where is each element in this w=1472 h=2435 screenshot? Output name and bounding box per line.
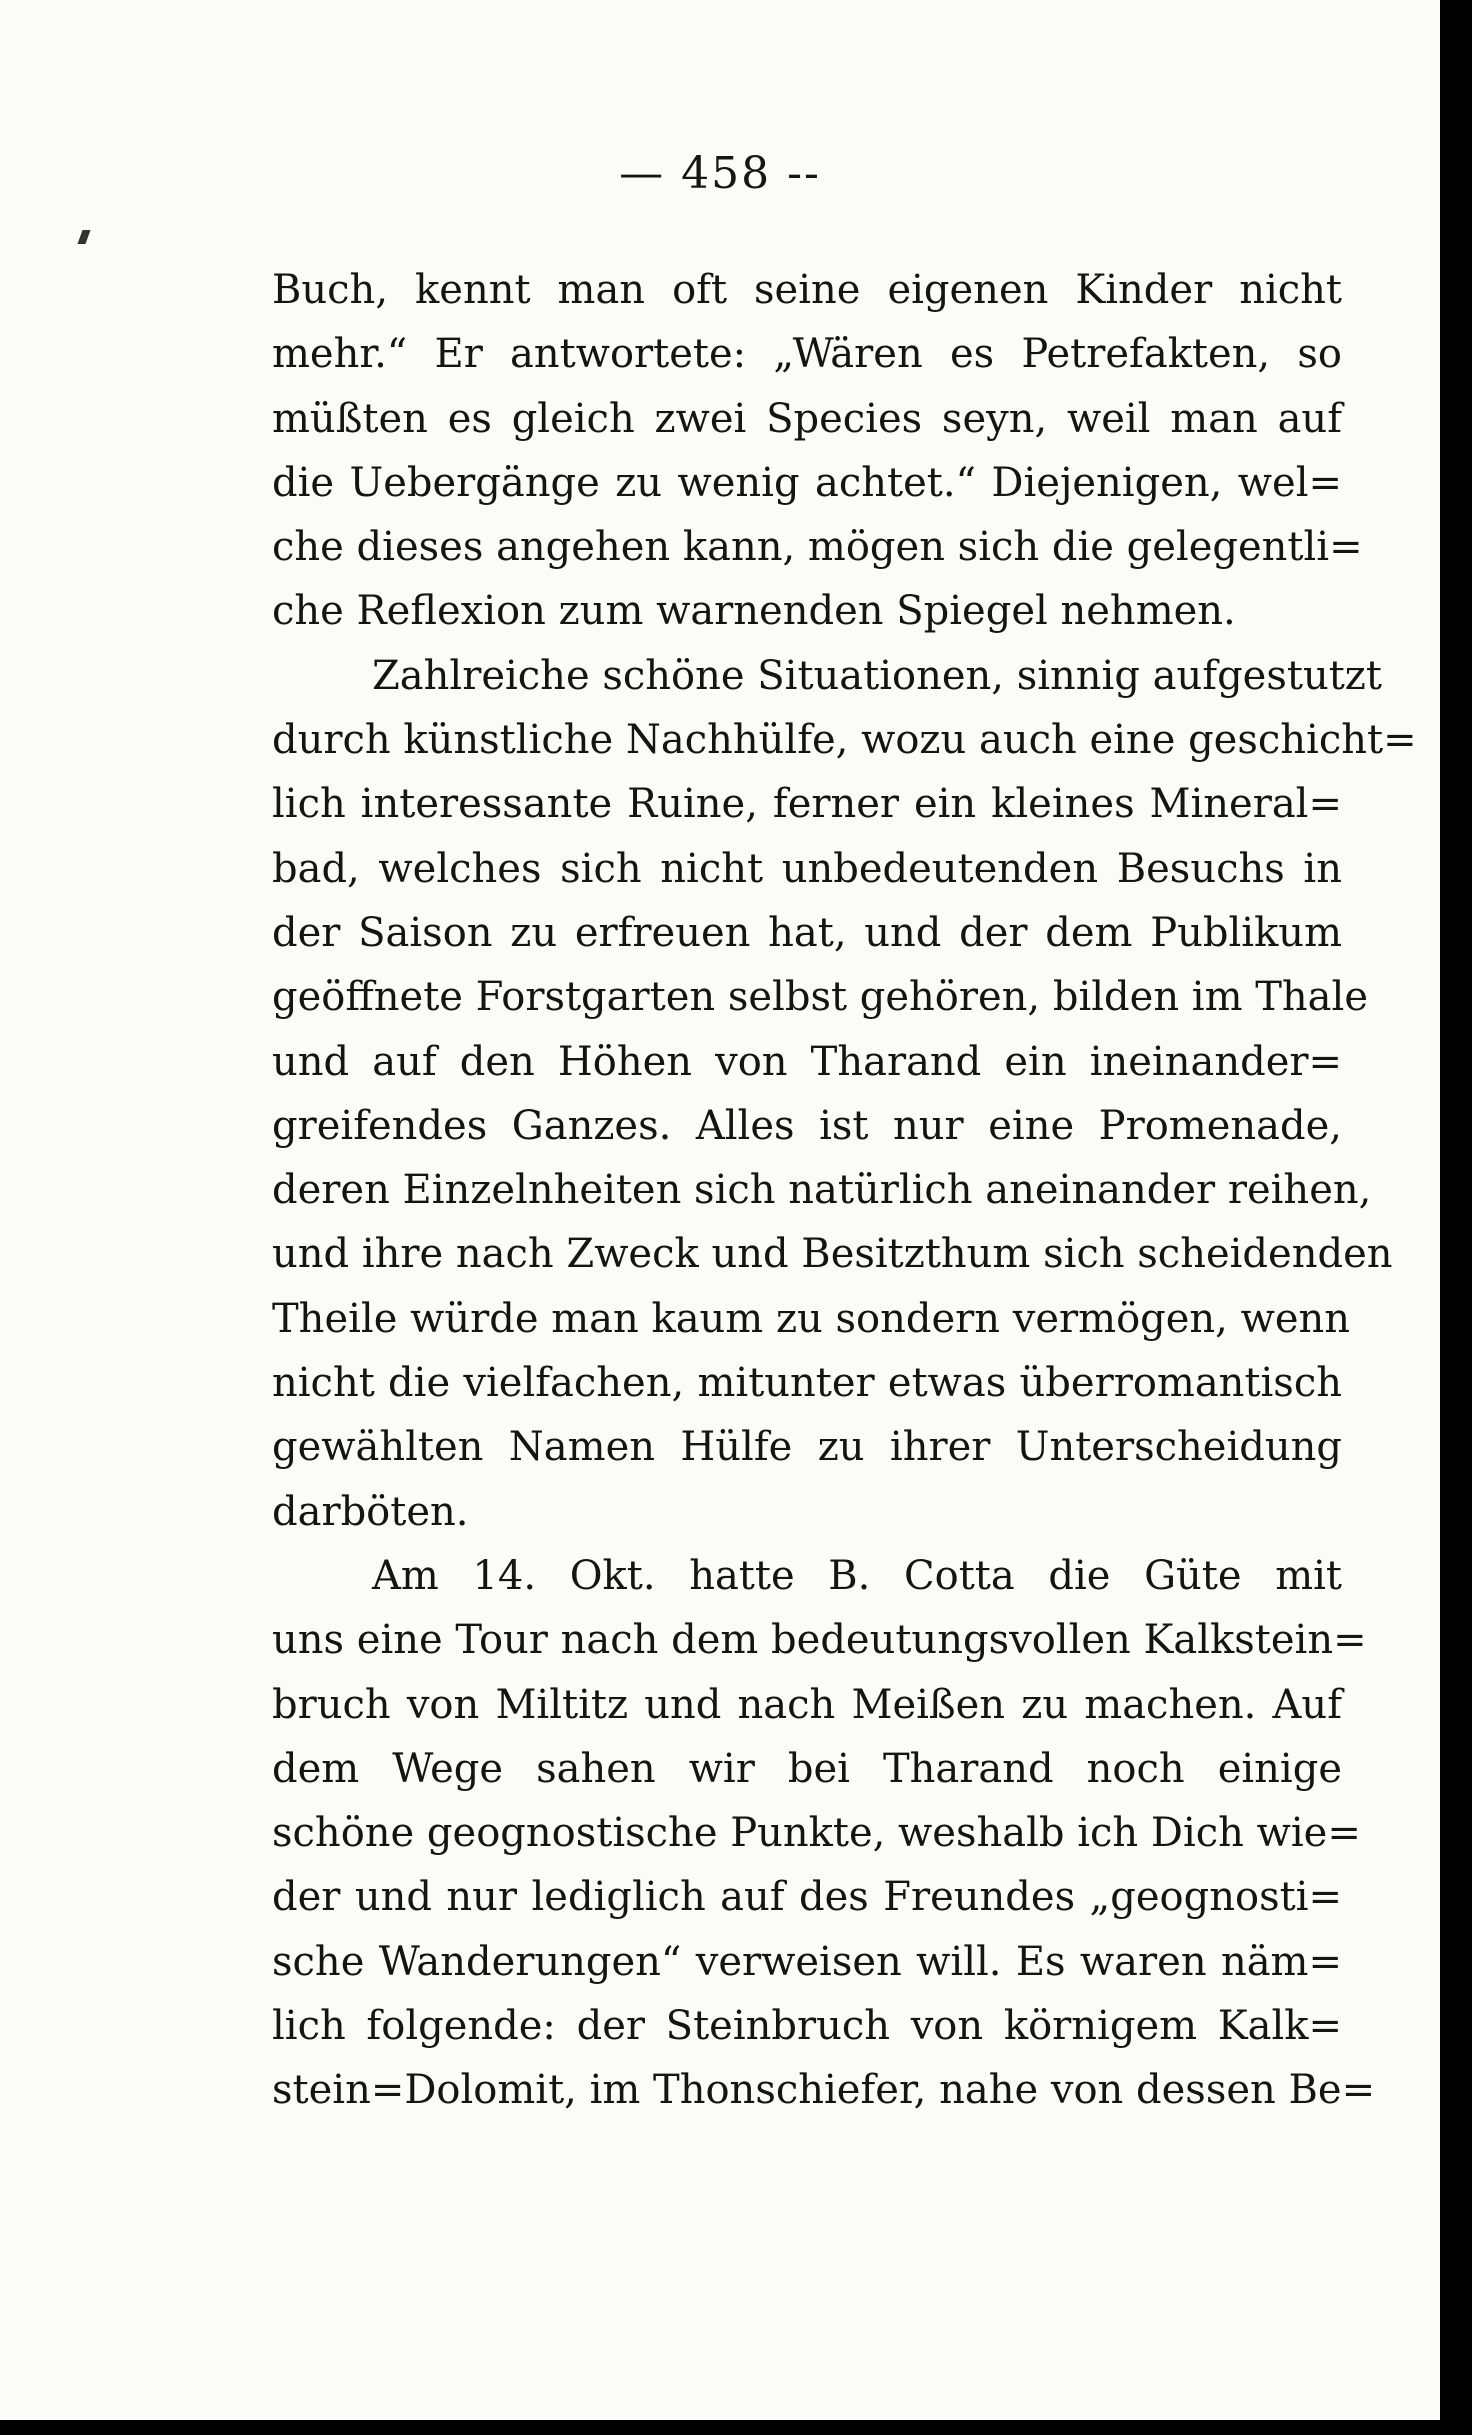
scan-edge-bottom	[0, 2420, 1472, 2435]
text-line: bruch von Miltitz und nach Meißen zu machen. Auf	[272, 1681, 1342, 1728]
text-line: Zahlreiche schöne Situationen, sinnig aufgestutzt	[372, 652, 1382, 699]
text-line: sche Wanderungen“ verweisen will. Es waren näm=	[272, 1938, 1342, 1985]
margin-mark	[77, 230, 90, 244]
text-line: der Saison zu erfreuen hat, und der dem Publikum	[272, 909, 1342, 956]
scan-edge-right	[1440, 0, 1472, 2435]
text-line: gewählten Namen Hülfe zu ihrer Unterscheidung	[272, 1424, 1342, 1471]
text-line: che Reflexion zum warnenden Spiegel nehmen.	[272, 588, 1236, 635]
text-line: bad, welches sich nicht unbedeutenden Besuchs in	[272, 845, 1342, 892]
body-text	[272, 258, 1417, 2123]
paragraph-1	[272, 258, 1363, 644]
text-line: dem Wege sahen wir bei Tharand noch einige	[272, 1745, 1342, 1792]
paragraph-3	[272, 1544, 1376, 2123]
text-line: und ihre nach Zweck und Besitzthum sich scheidenden	[272, 1231, 1393, 1278]
page-number: — 458 --	[619, 148, 821, 199]
text-line: stein=Dolomit, im Thonschiefer, nahe von dessen Be=	[272, 2067, 1376, 2114]
text-line: greifendes Ganzes. Alles ist nur eine Promenade,	[272, 1102, 1342, 1149]
text-line: durch künstliche Nachhülfe, wozu auch eine geschicht=	[272, 717, 1417, 764]
paragraph-2	[272, 644, 1417, 1544]
text-line: Theile würde man kaum zu sondern vermögen, wenn	[272, 1295, 1351, 1342]
text-line: der und nur lediglich auf des Freundes „geognosti=	[272, 1874, 1342, 1921]
text-line: Buch, kennt man oft seine eigenen Kinder nicht	[272, 267, 1342, 313]
text-line: uns eine Tour nach dem bedeutungsvollen Kalkstein=	[272, 1617, 1367, 1664]
text-line: und auf den Höhen von Tharand ein ineinander=	[272, 1038, 1342, 1085]
page-header	[0, 148, 1440, 199]
text-line: schöne geognostische Punkte, weshalb ich Dich wie=	[272, 1810, 1361, 1857]
text-line: die Uebergänge zu wenig achtet.“ Diejenigen, wel=	[272, 459, 1342, 506]
text-line: che dieses angehen kann, mögen sich die gelegentli=	[272, 524, 1363, 571]
text-line: mehr.“ Er antwortete: „Wären es Petrefakten, so	[272, 331, 1342, 378]
text-line: lich interessante Ruine, ferner ein kleines Mineral=	[272, 781, 1342, 828]
text-line: müßten es gleich zwei Species seyn, weil man auf	[272, 395, 1342, 442]
text-line: lich folgende: der Steinbruch von körnigem Kalk=	[272, 2003, 1342, 2050]
text-line: nicht die vielfachen, mitunter etwas überromantisch	[272, 1360, 1342, 1407]
text-line: Am 14. Okt. hatte B. Cotta die Güte mit	[372, 1552, 1342, 1599]
text-line: geöffnete Forstgarten selbst gehören, bilden im Thale	[272, 974, 1368, 1021]
text-line: darböten.	[272, 1488, 469, 1535]
text-line: deren Einzelnheiten sich natürlich aneinander reihen,	[272, 1167, 1372, 1214]
